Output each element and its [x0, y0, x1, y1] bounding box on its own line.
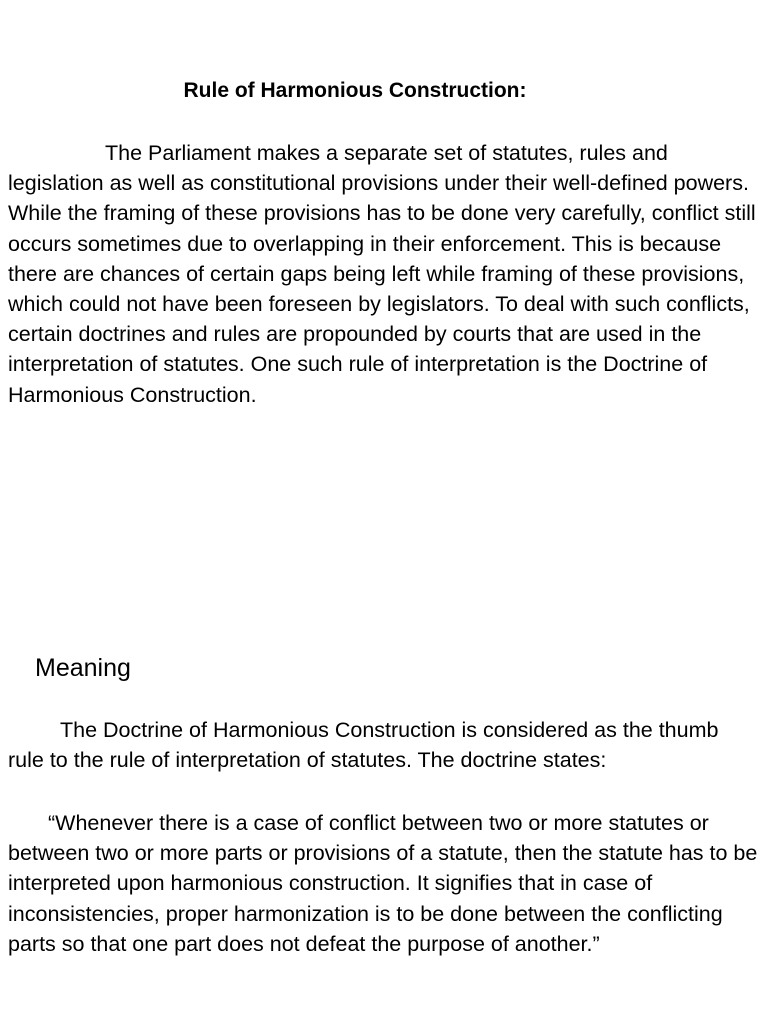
document-title: Rule of Harmonious Construction: — [183, 79, 527, 102]
meaning-paragraph: The Doctrine of Harmonious Construction is considered as the thumb rule to the rule of interpretation of statutes. The doctrine states: — [8, 718, 719, 773]
intro-paragraph: The Parliament makes a separate set of statutes, rules and legislation as well as constitutional provisions under their well-defined powers. While the framing of these provisions has to be done very carefully, conflict still occurs sometimes due to overlapping in their enforcement. This is because there are chances of certain gaps being left while framing of these provisions, which could not have been foreseen by legislators. To deal with such conflicts, certain doctrines and rules are propounded by courts that are used in the interpretation of statutes. One such rule of interpretation is the Doctrine of Harmonious Construction. — [8, 141, 756, 407]
doctrine-quote-paragraph: “Whenever there is a case of conflict between two or more statutes or between two or more parts or provisions of a statute, then the statute has to be interpreted upon harmonious construction. It signifies that in case of inconsistencies, proper harmonization is to be done between the conflicting parts so that one part does not defeat the purpose of another.” — [8, 811, 758, 956]
section-heading-meaning: Meaning — [35, 654, 131, 682]
